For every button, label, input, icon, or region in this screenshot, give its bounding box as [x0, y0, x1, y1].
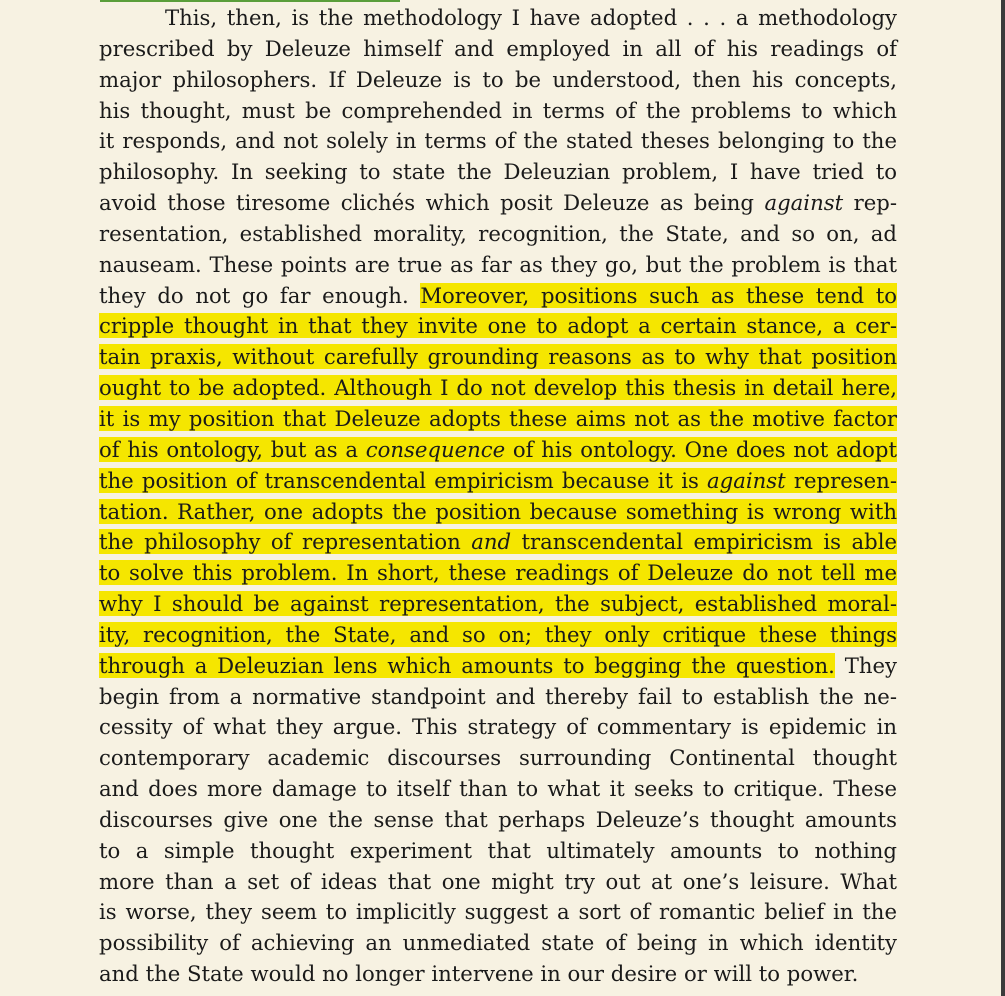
text-segment: avoid those tiresome clichés which posit Deleuze as being	[99, 190, 765, 216]
text-line	[99, 712, 897, 743]
highlighted-text: tation. Rather, one adopts the position because something is wrong with	[99, 498, 897, 524]
text-segment: cessity of what they argue. This strategy of commentary is epidemic in	[99, 714, 897, 740]
text-line	[99, 743, 897, 774]
text-line	[99, 620, 897, 651]
text-line	[99, 373, 897, 404]
text-segment: his thought, must be comprehended in terms of the problems to which	[99, 97, 897, 123]
highlighted-text: consequence	[365, 436, 506, 462]
text-line	[99, 589, 897, 620]
text-segment: and does more damage to itself than to what it seeks to critique. These	[99, 776, 897, 802]
text-line	[99, 311, 897, 342]
text-line	[99, 959, 897, 990]
text-line	[99, 651, 897, 682]
text-line	[99, 342, 897, 373]
text-line	[99, 34, 897, 65]
paragraph	[99, 3, 897, 990]
text-segment: This, then, is the methodology I have adopted . . . a methodology	[165, 5, 897, 30]
text-line	[99, 65, 897, 96]
text-line	[99, 774, 897, 805]
text-segment: major philosophers. If Deleuze is to be understood, then his concepts,	[99, 66, 897, 92]
text-segment: discourses give one the sense that perhaps Deleuze’s thought amounts	[99, 806, 897, 832]
highlighted-text: of his ontology, but as a	[99, 436, 366, 462]
text-segment: They	[834, 652, 897, 678]
highlighted-text: through a Deleuzian lens which amounts to begging the question.	[99, 652, 835, 678]
text-segment: rep-	[843, 190, 898, 216]
text-segment: they do not go far enough.	[99, 282, 421, 308]
text-segment: begin from a normative standpoint and thereby fail to establish the ne-	[99, 683, 897, 709]
text-line	[99, 836, 897, 867]
text-line	[99, 219, 897, 250]
text-line	[99, 126, 897, 157]
text-segment: philosophy. In seeking to state the Deleuzian problem, I have tried to	[99, 159, 897, 185]
text-line	[99, 867, 897, 898]
text-line	[99, 897, 897, 928]
text-segment: is worse, they seem to implicitly suggest a sort of romantic belief in the	[99, 899, 897, 925]
text-line	[99, 281, 897, 312]
highlighted-text: the position of transcendental empiricism because it is	[99, 467, 708, 493]
highlighted-text: the philosophy of representation	[99, 529, 472, 555]
text-line	[99, 435, 897, 466]
text-segment: resentation, established morality, recognition, the State, and so on, ad	[99, 220, 897, 246]
highlighted-text: ity, recognition, the State, and so on; they only critique these things	[99, 621, 897, 647]
text-segment: contemporary academic discourses surrounding Continental thought	[99, 745, 897, 771]
highlighted-text: ought to be adopted. Although I do not develop this thesis in detail here,	[99, 375, 897, 401]
highlighted-text: cripple thought in that they invite one to adopt a certain stance, a cer-	[99, 313, 897, 339]
text-segment: nauseam. These points are true as far as they go, but the problem is that	[99, 251, 897, 277]
text-segment: possibility of achieving an unmediated state of being in which identity	[99, 930, 897, 956]
text-line	[99, 250, 897, 281]
highlighted-text: of his ontology. One does not adopt	[505, 436, 897, 462]
highlighted-text: Moreover, positions such as these tend to	[420, 282, 897, 308]
text-line	[99, 682, 897, 713]
highlighted-text: it is my position that Deleuze adopts these aims not as the motive factor	[99, 405, 897, 431]
text-line	[99, 404, 897, 435]
text-line	[99, 928, 897, 959]
text-line	[99, 497, 897, 528]
highlighted-text: transcendental empiricism is able	[511, 529, 898, 555]
text-segment: and the State would no longer intervene in our desire or will to power.	[99, 961, 859, 987]
italic-text: against	[764, 190, 844, 216]
text-segment: prescribed by Deleuze himself and employed in all of his readings of	[99, 35, 897, 61]
text-line	[99, 805, 897, 836]
right-border	[1001, 0, 1005, 996]
highlighted-text: against	[707, 467, 786, 493]
text-line	[99, 96, 897, 127]
text-line	[99, 157, 897, 188]
highlighted-text: tain praxis, without carefully grounding reasons as to why that position	[99, 344, 897, 370]
highlighted-text: and	[471, 529, 512, 555]
text-segment: to a simple thought experiment that ultimately amounts to nothing	[99, 837, 897, 863]
highlighted-text: why I should be against representation, the subject, established moral-	[99, 591, 897, 617]
text-line	[99, 466, 897, 497]
text-line	[99, 527, 897, 558]
text-line	[99, 188, 897, 219]
highlighted-text: represen-	[785, 467, 897, 493]
text-line	[99, 3, 897, 34]
top-rule	[100, 0, 400, 2]
text-segment: more than a set of ideas that one might try out at one’s leisure. What	[99, 868, 897, 894]
text-segment: it responds, and not solely in terms of the stated theses belonging to the	[99, 128, 897, 154]
highlighted-text: to solve this problem. In short, these readings of Deleuze do not tell me	[99, 560, 897, 586]
text-line	[99, 558, 897, 589]
